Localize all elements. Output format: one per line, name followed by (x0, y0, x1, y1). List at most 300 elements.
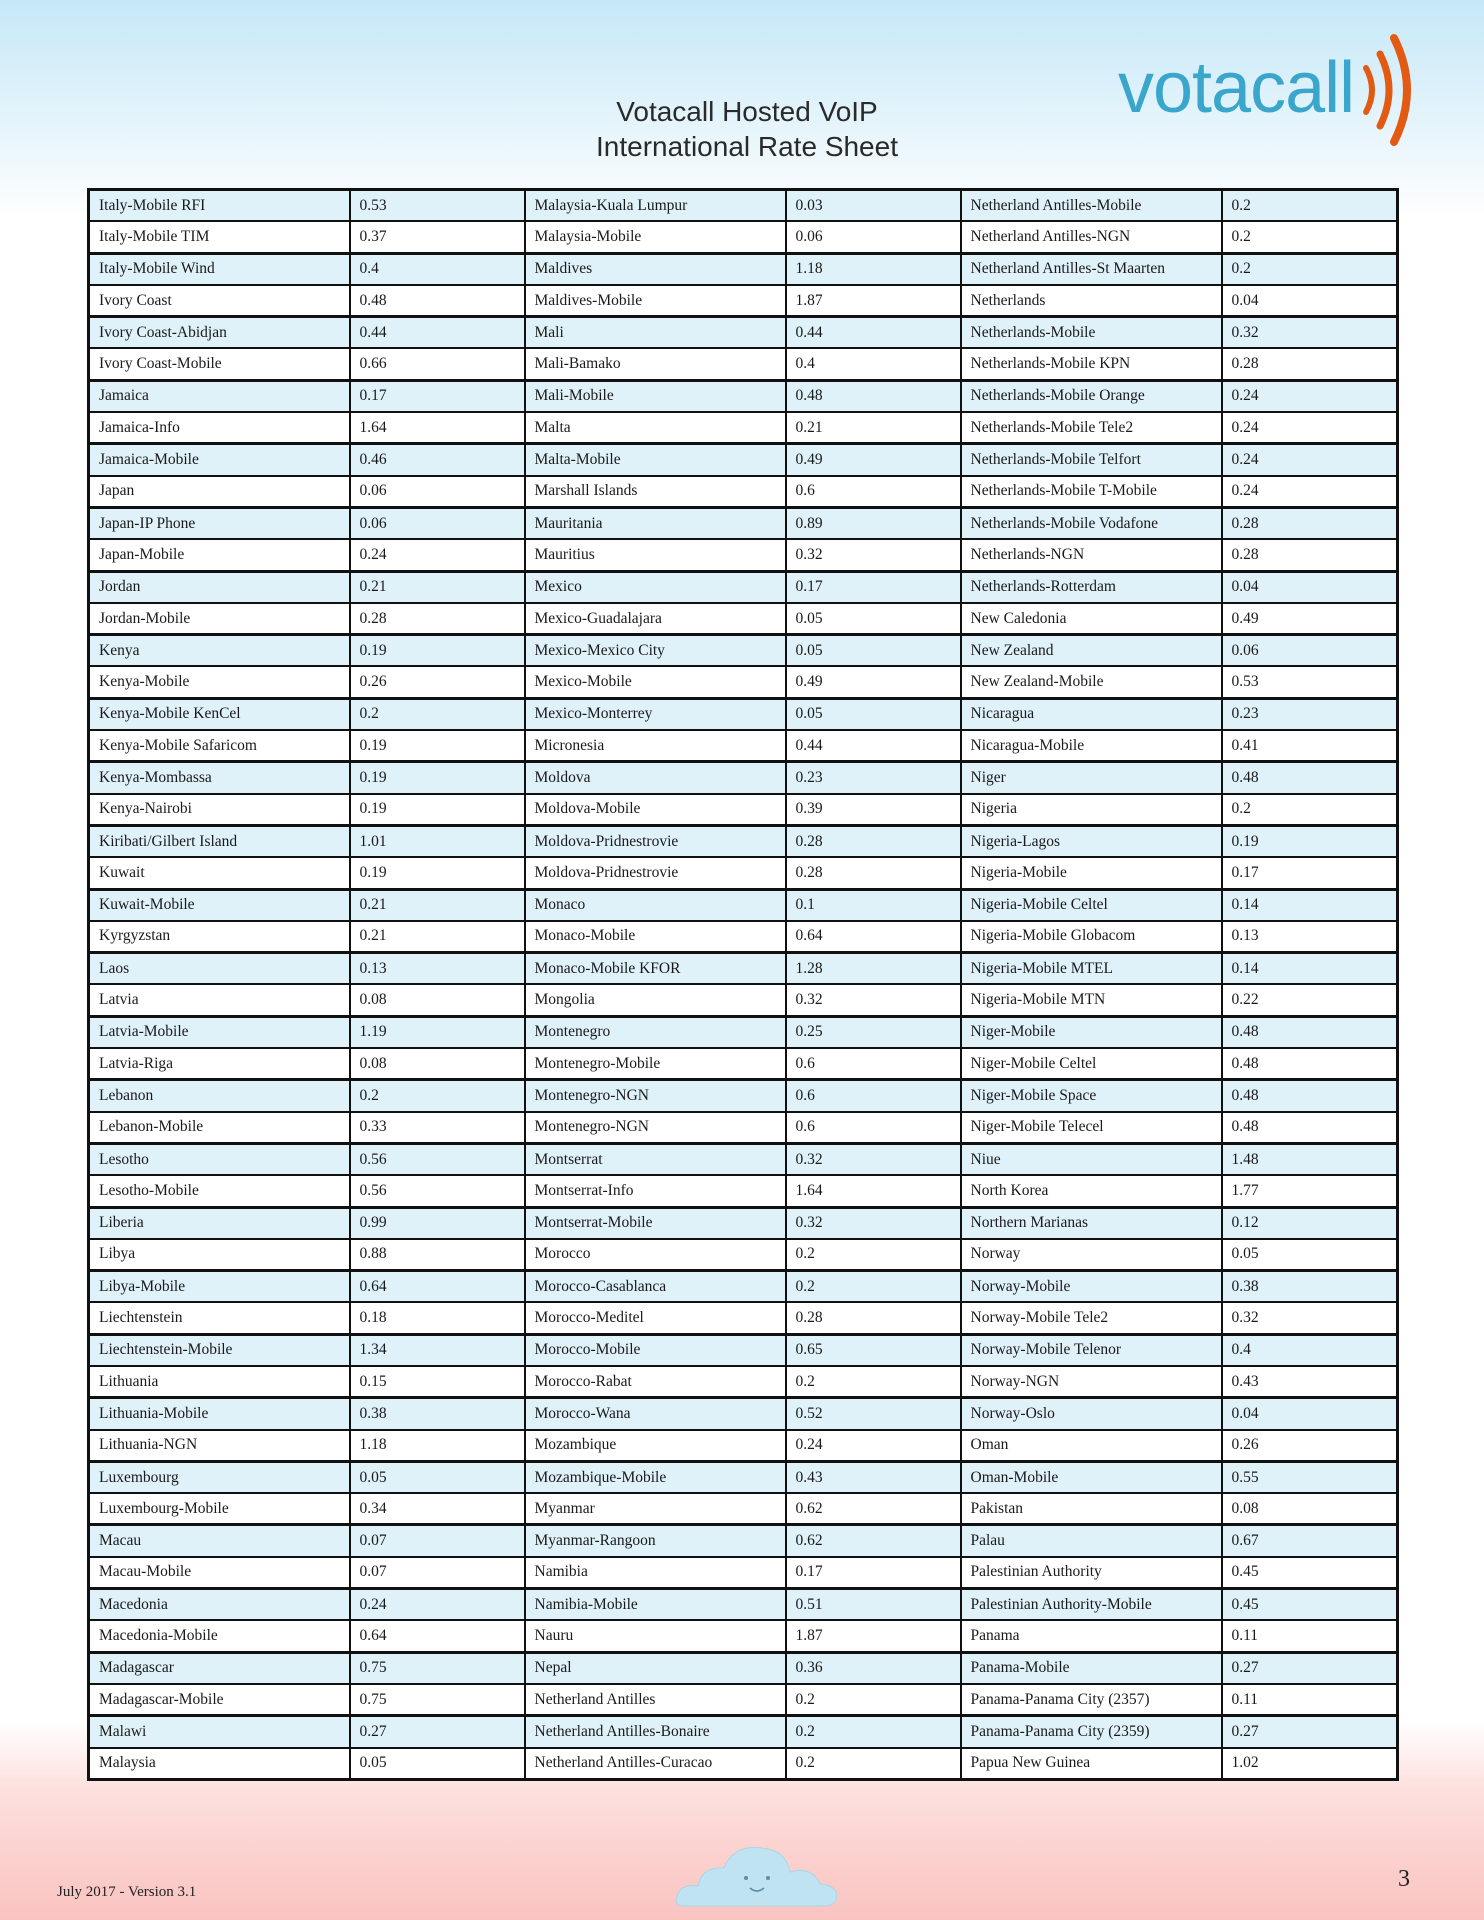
version-label: July 2017 - Version 3.1 (57, 1884, 197, 1900)
rate-cell: 0.89 (786, 507, 961, 539)
logo-wordmark: votacall (1118, 48, 1355, 128)
rate-cell: 0.75 (350, 1652, 525, 1684)
country-cell: Northern Marianas (961, 1207, 1222, 1239)
rate-cell: 0.18 (350, 1302, 525, 1334)
rate-cell: 1.77 (1222, 1175, 1398, 1207)
rate-cell: 0.33 (350, 1112, 525, 1144)
rate-cell: 0.26 (350, 666, 525, 698)
country-cell: Panama (961, 1620, 1222, 1652)
rate-cell: 0.13 (350, 953, 525, 985)
rate-cell: 0.56 (350, 1143, 525, 1175)
rate-cell: 1.02 (1222, 1748, 1398, 1780)
rate-cell: 0.48 (1222, 1112, 1398, 1144)
country-cell: Netherland Antilles (525, 1684, 786, 1716)
rate-cell: 0.28 (1222, 348, 1398, 380)
table-row (89, 190, 1398, 222)
rate-cell: 0.51 (786, 1589, 961, 1621)
rate-cell: 0.67 (1222, 1525, 1398, 1557)
country-cell: Kenya-Mobile KenCel (89, 698, 350, 730)
rate-cell: 0.53 (1222, 666, 1398, 698)
country-cell: Libya (89, 1239, 350, 1271)
table-row (89, 635, 1398, 667)
table-row (89, 1143, 1398, 1175)
rate-cell: 0.24 (1222, 444, 1398, 476)
country-cell: Macedonia (89, 1589, 350, 1621)
country-cell: Ivory Coast-Abidjan (89, 317, 350, 349)
table-row (89, 1239, 1398, 1271)
rate-cell: 0.04 (1222, 285, 1398, 317)
country-cell: Kenya (89, 635, 350, 667)
table-row (89, 603, 1398, 635)
table-row (89, 1016, 1398, 1048)
rate-cell: 0.17 (786, 571, 961, 603)
country-cell: Jamaica (89, 380, 350, 412)
rate-cell: 0.24 (350, 539, 525, 571)
country-cell: Niger (961, 762, 1222, 794)
rate-cell: 0.37 (350, 221, 525, 253)
country-cell: Oman-Mobile (961, 1461, 1222, 1493)
country-cell: Netherlands-Mobile Vodafone (961, 507, 1222, 539)
country-cell: Montserrat-Mobile (525, 1207, 786, 1239)
country-cell: Liechtenstein-Mobile (89, 1334, 350, 1366)
rate-cell: 1.48 (1222, 1143, 1398, 1175)
rate-cell: 0.48 (1222, 1080, 1398, 1112)
country-cell: Myanmar (525, 1493, 786, 1525)
table-row (89, 857, 1398, 889)
table-row (89, 412, 1398, 444)
rate-cell: 0.08 (1222, 1493, 1398, 1525)
rate-cell: 0.48 (1222, 762, 1398, 794)
rate-table (87, 188, 1399, 1781)
country-cell: Morocco (525, 1239, 786, 1271)
country-cell: Papua New Guinea (961, 1748, 1222, 1780)
country-cell: Mozambique-Mobile (525, 1461, 786, 1493)
table-row (89, 1207, 1398, 1239)
rate-cell: 0.06 (350, 476, 525, 508)
country-cell: Niger-Mobile (961, 1016, 1222, 1048)
country-cell: Panama-Mobile (961, 1652, 1222, 1684)
country-cell: Mexico-Monterrey (525, 698, 786, 730)
country-cell: Malaysia (89, 1748, 350, 1780)
country-cell: Micronesia (525, 730, 786, 762)
votacall-logo (1118, 26, 1438, 146)
country-cell: Mali-Bamako (525, 348, 786, 380)
rate-cell: 0.48 (1222, 1016, 1398, 1048)
country-cell: Pakistan (961, 1493, 1222, 1525)
rate-cell: 0.6 (786, 476, 961, 508)
table-row (89, 794, 1398, 826)
rate-cell: 1.28 (786, 953, 961, 985)
rate-cell: 0.88 (350, 1239, 525, 1271)
rate-cell: 0.32 (786, 984, 961, 1016)
rate-cell: 0.2 (786, 1684, 961, 1716)
rate-cell: 0.2 (1222, 221, 1398, 253)
table-row (89, 1112, 1398, 1144)
rate-cell: 0.05 (350, 1748, 525, 1780)
table-row (89, 1430, 1398, 1462)
country-cell: Madagascar (89, 1652, 350, 1684)
country-cell: Kuwait-Mobile (89, 889, 350, 921)
country-cell: Lithuania (89, 1366, 350, 1398)
rate-cell: 0.28 (786, 825, 961, 857)
rate-cell: 0.2 (1222, 190, 1398, 222)
country-cell: Norway-Mobile Telenor (961, 1334, 1222, 1366)
rate-cell: 0.27 (350, 1716, 525, 1748)
cloud-icon (672, 1840, 842, 1910)
rate-cell: 1.87 (786, 1620, 961, 1652)
rate-cell: 1.19 (350, 1016, 525, 1048)
country-cell: Niger-Mobile Space (961, 1080, 1222, 1112)
country-cell: Lebanon-Mobile (89, 1112, 350, 1144)
country-cell: Mexico-Mobile (525, 666, 786, 698)
country-cell: Malaysia-Kuala Lumpur (525, 190, 786, 222)
rate-cell: 0.4 (350, 253, 525, 285)
country-cell: Lesotho (89, 1143, 350, 1175)
table-row (89, 1557, 1398, 1589)
rate-cell: 0.05 (786, 635, 961, 667)
rate-cell: 0.21 (350, 921, 525, 953)
rate-cell: 0.08 (350, 984, 525, 1016)
rate-cell: 0.23 (1222, 698, 1398, 730)
country-cell: Netherland Antilles-Curacao (525, 1748, 786, 1780)
rate-cell: 0.39 (786, 794, 961, 826)
country-cell: Monaco (525, 889, 786, 921)
table-row (89, 539, 1398, 571)
rate-cell: 0.1 (786, 889, 961, 921)
rate-cell: 0.49 (786, 666, 961, 698)
rate-cell: 0.38 (350, 1398, 525, 1430)
rate-cell: 1.87 (786, 285, 961, 317)
rate-cell: 0.21 (350, 571, 525, 603)
country-cell: Palau (961, 1525, 1222, 1557)
rate-table-body (89, 190, 1398, 1780)
rate-cell: 0.36 (786, 1652, 961, 1684)
country-cell: Luxembourg (89, 1461, 350, 1493)
country-cell: Malawi (89, 1716, 350, 1748)
table-row (89, 666, 1398, 698)
rate-cell: 0.46 (350, 444, 525, 476)
country-cell: Japan (89, 476, 350, 508)
rate-cell: 0.11 (1222, 1620, 1398, 1652)
rate-cell: 0.6 (786, 1080, 961, 1112)
country-cell: Panama-Panama City (2359) (961, 1716, 1222, 1748)
rate-cell: 0.55 (1222, 1461, 1398, 1493)
country-cell: Panama-Panama City (2357) (961, 1684, 1222, 1716)
rate-cell: 0.49 (1222, 603, 1398, 635)
country-cell: Madagascar-Mobile (89, 1684, 350, 1716)
country-cell: Nicaragua (961, 698, 1222, 730)
rate-cell: 0.28 (1222, 539, 1398, 571)
country-cell: Jamaica-Info (89, 412, 350, 444)
country-cell: Italy-Mobile RFI (89, 190, 350, 222)
rate-cell: 0.24 (786, 1430, 961, 1462)
rate-cell: 0.03 (786, 190, 961, 222)
rate-cell: 0.24 (1222, 380, 1398, 412)
table-row (89, 221, 1398, 253)
table-row (89, 1652, 1398, 1684)
country-cell: Latvia-Mobile (89, 1016, 350, 1048)
country-cell: Palestinian Authority (961, 1557, 1222, 1589)
country-cell: Norway-Oslo (961, 1398, 1222, 1430)
country-cell: Netherland Antilles-Bonaire (525, 1716, 786, 1748)
country-cell: Japan-Mobile (89, 539, 350, 571)
country-cell: Mexico-Mexico City (525, 635, 786, 667)
country-cell: Netherlands-Mobile KPN (961, 348, 1222, 380)
rate-cell: 0.44 (786, 730, 961, 762)
page-number: 3 (1398, 1866, 1410, 1892)
table-row (89, 1334, 1398, 1366)
rate-cell: 0.28 (786, 1302, 961, 1334)
rate-cell: 0.19 (350, 762, 525, 794)
country-cell: Lithuania-Mobile (89, 1398, 350, 1430)
rate-cell: 0.19 (350, 794, 525, 826)
country-cell: Kuwait (89, 857, 350, 889)
country-cell: Moldova-Mobile (525, 794, 786, 826)
country-cell: Macau (89, 1525, 350, 1557)
country-cell: Moldova (525, 762, 786, 794)
country-cell: Libya-Mobile (89, 1271, 350, 1303)
rate-cell: 0.05 (786, 698, 961, 730)
rate-cell: 0.17 (1222, 857, 1398, 889)
country-cell: Mexico (525, 571, 786, 603)
rate-cell: 0.19 (350, 730, 525, 762)
country-cell: Mozambique (525, 1430, 786, 1462)
country-cell: New Caledonia (961, 603, 1222, 635)
country-cell: Jamaica-Mobile (89, 444, 350, 476)
country-cell: Monaco-Mobile KFOR (525, 953, 786, 985)
table-row (89, 825, 1398, 857)
rate-cell: 0.28 (1222, 507, 1398, 539)
rate-cell: 0.66 (350, 348, 525, 380)
rate-cell: 0.05 (786, 603, 961, 635)
table-row (89, 730, 1398, 762)
country-cell: Niger-Mobile Telecel (961, 1112, 1222, 1144)
table-row (89, 1684, 1398, 1716)
rate-cell: 0.25 (786, 1016, 961, 1048)
rate-cell: 0.64 (786, 921, 961, 953)
rate-cell: 0.4 (786, 348, 961, 380)
table-row (89, 1271, 1398, 1303)
country-cell: Jordan-Mobile (89, 603, 350, 635)
rate-cell: 0.32 (786, 1143, 961, 1175)
table-row (89, 1748, 1398, 1780)
country-cell: Morocco-Rabat (525, 1366, 786, 1398)
country-cell: Palestinian Authority-Mobile (961, 1589, 1222, 1621)
country-cell: Niger-Mobile Celtel (961, 1048, 1222, 1080)
country-cell: Moldova-Pridnestrovie (525, 857, 786, 889)
rate-cell: 0.19 (350, 635, 525, 667)
table-row (89, 1589, 1398, 1621)
table-row (89, 380, 1398, 412)
country-cell: Mali-Mobile (525, 380, 786, 412)
table-row (89, 348, 1398, 380)
country-cell: North Korea (961, 1175, 1222, 1207)
country-cell: Kenya-Mobile Safaricom (89, 730, 350, 762)
country-cell: Liechtenstein (89, 1302, 350, 1334)
country-cell: Marshall Islands (525, 476, 786, 508)
rate-cell: 0.19 (1222, 825, 1398, 857)
country-cell: Netherland Antilles-St Maarten (961, 253, 1222, 285)
country-cell: Italy-Mobile Wind (89, 253, 350, 285)
country-cell: Netherlands-Mobile T-Mobile (961, 476, 1222, 508)
rate-cell: 0.05 (350, 1461, 525, 1493)
country-cell: Netherlands-Mobile Orange (961, 380, 1222, 412)
rate-cell: 0.21 (350, 889, 525, 921)
rate-cell: 0.62 (786, 1493, 961, 1525)
rate-cell: 0.14 (1222, 889, 1398, 921)
country-cell: Nigeria (961, 794, 1222, 826)
rate-cell: 0.48 (350, 285, 525, 317)
country-cell: Netherlands (961, 285, 1222, 317)
rate-cell: 0.2 (1222, 794, 1398, 826)
rate-cell: 0.2 (786, 1748, 961, 1780)
country-cell: Maldives-Mobile (525, 285, 786, 317)
rate-cell: 0.45 (1222, 1557, 1398, 1589)
country-cell: Lebanon (89, 1080, 350, 1112)
country-cell: Netherlands-Mobile Telfort (961, 444, 1222, 476)
table-row (89, 984, 1398, 1016)
rate-cell: 0.13 (1222, 921, 1398, 953)
rate-cell: 0.56 (350, 1175, 525, 1207)
table-row (89, 889, 1398, 921)
rate-cell: 0.14 (1222, 953, 1398, 985)
table-row (89, 1302, 1398, 1334)
rate-cell: 0.62 (786, 1525, 961, 1557)
country-cell: Nicaragua-Mobile (961, 730, 1222, 762)
country-cell: Macedonia-Mobile (89, 1620, 350, 1652)
rate-cell: 0.22 (1222, 984, 1398, 1016)
country-cell: Monaco-Mobile (525, 921, 786, 953)
rate-cell: 0.41 (1222, 730, 1398, 762)
rate-cell: 0.45 (1222, 1589, 1398, 1621)
country-cell: Nigeria-Mobile MTEL (961, 953, 1222, 985)
rate-cell: 0.07 (350, 1557, 525, 1589)
rate-cell: 0.34 (350, 1493, 525, 1525)
table-row (89, 476, 1398, 508)
country-cell: Nigeria-Lagos (961, 825, 1222, 857)
country-cell: Netherlands-NGN (961, 539, 1222, 571)
country-cell: Mauritius (525, 539, 786, 571)
country-cell: Latvia (89, 984, 350, 1016)
rate-cell: 1.18 (786, 253, 961, 285)
rate-cell: 0.53 (350, 190, 525, 222)
rate-cell: 0.15 (350, 1366, 525, 1398)
country-cell: Lesotho-Mobile (89, 1175, 350, 1207)
rate-cell: 0.48 (786, 380, 961, 412)
rate-cell: 0.28 (786, 857, 961, 889)
rate-cell: 0.24 (1222, 412, 1398, 444)
rate-cell: 0.17 (786, 1557, 961, 1589)
rate-cell: 0.2 (786, 1366, 961, 1398)
rate-cell: 0.32 (1222, 1302, 1398, 1334)
country-cell: Norway-Mobile (961, 1271, 1222, 1303)
rate-cell: 0.44 (350, 317, 525, 349)
rate-cell: 0.27 (1222, 1652, 1398, 1684)
table-row (89, 1366, 1398, 1398)
rate-cell: 0.19 (350, 857, 525, 889)
rate-cell: 0.43 (1222, 1366, 1398, 1398)
table-row (89, 1493, 1398, 1525)
country-cell: Kiribati/Gilbert Island (89, 825, 350, 857)
country-cell: Ivory Coast (89, 285, 350, 317)
rate-cell: 0.23 (786, 762, 961, 794)
rate-cell: 0.06 (786, 221, 961, 253)
country-cell: Mauritania (525, 507, 786, 539)
country-cell: Netherlands-Mobile (961, 317, 1222, 349)
title-line-2: International Rate Sheet (596, 131, 898, 162)
rate-cell: 0.32 (786, 539, 961, 571)
rate-cell: 0.26 (1222, 1430, 1398, 1462)
country-cell: Kenya-Mobile (89, 666, 350, 698)
country-cell: Laos (89, 953, 350, 985)
table-row (89, 1080, 1398, 1112)
country-cell: Japan-IP Phone (89, 507, 350, 539)
rate-cell: 0.75 (350, 1684, 525, 1716)
rate-cell: 0.04 (1222, 571, 1398, 603)
country-cell: Moldova-Pridnestrovie (525, 825, 786, 857)
country-cell: Namibia-Mobile (525, 1589, 786, 1621)
country-cell: Montenegro-NGN (525, 1080, 786, 1112)
rate-cell: 1.01 (350, 825, 525, 857)
table-row (89, 1716, 1398, 1748)
country-cell: Latvia-Riga (89, 1048, 350, 1080)
country-cell: Macau-Mobile (89, 1557, 350, 1589)
country-cell: Namibia (525, 1557, 786, 1589)
table-row (89, 762, 1398, 794)
country-cell: Maldives (525, 253, 786, 285)
country-cell: Lithuania-NGN (89, 1430, 350, 1462)
rate-cell: 0.07 (350, 1525, 525, 1557)
country-cell: Norway (961, 1239, 1222, 1271)
rate-cell: 0.06 (350, 507, 525, 539)
rate-cell: 1.18 (350, 1430, 525, 1462)
country-cell: Kenya-Nairobi (89, 794, 350, 826)
country-cell: Ivory Coast-Mobile (89, 348, 350, 380)
rate-cell: 0.6 (786, 1112, 961, 1144)
rate-cell: 0.52 (786, 1398, 961, 1430)
country-cell: Malaysia-Mobile (525, 221, 786, 253)
rate-cell: 0.43 (786, 1461, 961, 1493)
country-cell: Netherlands-Rotterdam (961, 571, 1222, 603)
rate-cell: 0.28 (350, 603, 525, 635)
country-cell: Morocco-Mobile (525, 1334, 786, 1366)
country-cell: Nigeria-Mobile Celtel (961, 889, 1222, 921)
country-cell: Mongolia (525, 984, 786, 1016)
table-row (89, 1461, 1398, 1493)
table-row (89, 1620, 1398, 1652)
rate-cell: 1.34 (350, 1334, 525, 1366)
rate-cell: 0.32 (1222, 317, 1398, 349)
rate-cell: 1.64 (786, 1175, 961, 1207)
rate-cell: 0.65 (786, 1334, 961, 1366)
country-cell: Jordan (89, 571, 350, 603)
country-cell: Montenegro (525, 1016, 786, 1048)
country-cell: Morocco-Casablanca (525, 1271, 786, 1303)
country-cell: Nepal (525, 1652, 786, 1684)
country-cell: Liberia (89, 1207, 350, 1239)
title-line-1: Votacall Hosted VoIP (616, 96, 878, 127)
table-row (89, 317, 1398, 349)
table-row (89, 444, 1398, 476)
country-cell: Montserrat-Info (525, 1175, 786, 1207)
country-cell: Montserrat (525, 1143, 786, 1175)
country-cell: Kenya-Mombassa (89, 762, 350, 794)
table-row (89, 1398, 1398, 1430)
country-cell: Morocco-Meditel (525, 1302, 786, 1334)
rate-cell: 1.64 (350, 412, 525, 444)
rate-cell: 0.6 (786, 1048, 961, 1080)
rate-cell: 0.21 (786, 412, 961, 444)
